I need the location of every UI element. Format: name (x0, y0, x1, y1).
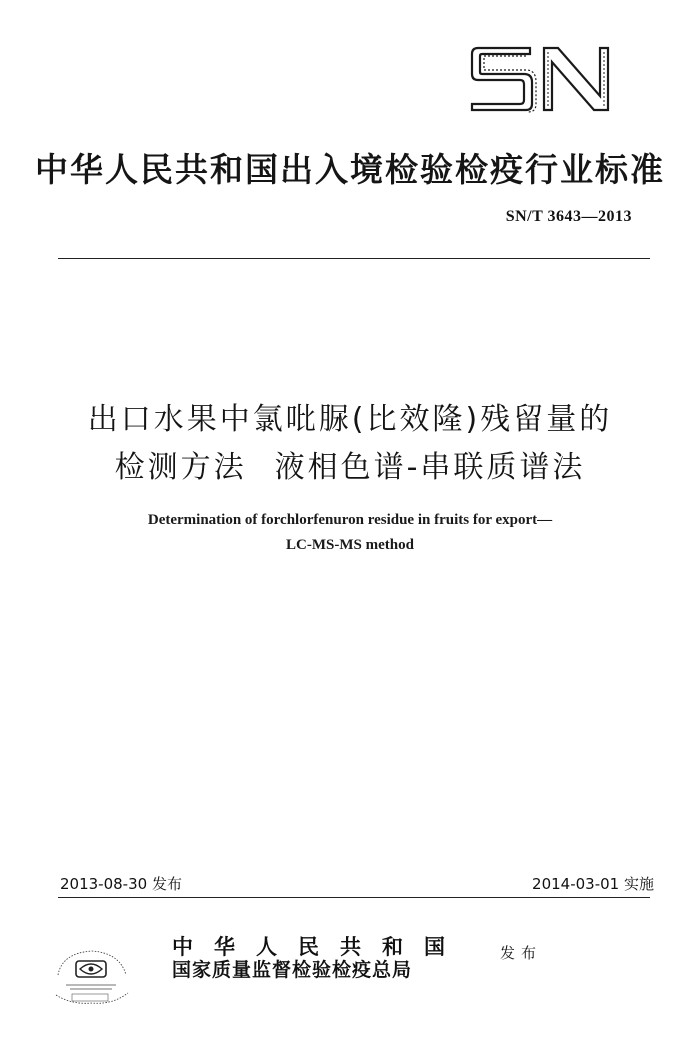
sn-logo (468, 44, 612, 114)
publisher-line-2: 国家质量监督检验检疫总局 (172, 959, 413, 981)
english-title-line-1: Determination of forchlorfenuron residue in fruits for export— (147, 512, 553, 528)
chinese-title-line-1: 出口水果中氯吡脲(比效隆)残留量的 (87, 402, 613, 437)
top-divider (58, 258, 650, 259)
publish-label: 发布 (500, 944, 543, 962)
implementation-date: 2014-03-01 实施 (532, 875, 654, 893)
chinese-title-part-b: 液相色谱-串联质谱法 (274, 450, 586, 485)
anti-counterfeit-stamp-icon (52, 945, 132, 1009)
standard-number: SN/T 3643—2013 (505, 208, 632, 225)
bottom-divider (58, 897, 650, 898)
chinese-title-part-a: 检测方法 (114, 450, 247, 485)
publisher-line-1: 中华人民共和国 (172, 934, 466, 959)
issue-date: 2013-08-30 发布 (60, 875, 182, 893)
chinese-title-line-2 (0, 442, 700, 486)
issuing-body-title: 中华人民共和国出入境检验检疫行业标准 (35, 150, 665, 189)
english-title-line-2: LC-MS-MS method (286, 537, 414, 553)
